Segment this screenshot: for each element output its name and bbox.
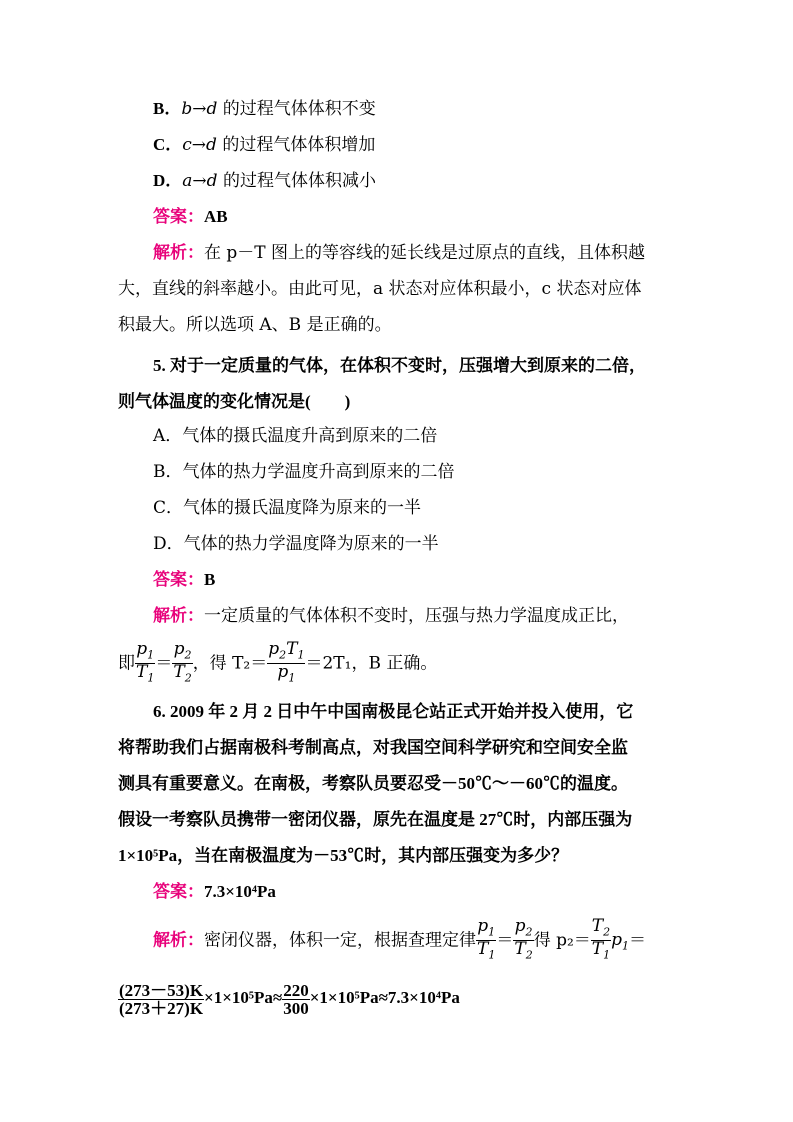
q5-option-d: D．气体的热力学温度降为原来的一半 <box>153 534 439 554</box>
q5-answer: 答案：B <box>153 570 216 590</box>
q6-answer: 答案：7.3×10⁴Pa <box>153 882 276 902</box>
fraction-p2-over-t2: $\frac{p_2}{T_2}$ <box>173 639 192 685</box>
fraction-t2-over-t1: $\frac{T_2}{T_1}$ <box>591 916 611 962</box>
fraction-p2t1-over-p1: $\frac{p_2T_1}{p_1}$ <box>268 639 305 685</box>
q5-option-c: C．气体的摄氏温度降为原来的一半 <box>153 498 422 518</box>
q4-analysis-line3: 积最大。所以选项 A、B 是正确的。 <box>118 315 392 335</box>
q5-analysis: 解析：一定质量的气体体积不变时，压强与热力学温度成正比， <box>153 606 629 626</box>
fraction-220-over-300: $\frac{220}{300}$ <box>283 980 309 1018</box>
q5-analysis-formula: 即 $\frac{p_1}{T_1}$ ＝ $\frac{p_2}{T_2}$ ，得 T₂＝ $\frac{p_2T_1}{p_1}$ ＝2T₁，B 正确。 <box>118 639 438 685</box>
fraction-p1-over-t1: $\frac{p_1}{T_1}$ <box>136 639 155 685</box>
fraction-temperature-ratio: $\frac{(273-53)K}{(273+27)K}$ <box>119 980 204 1018</box>
q6-analysis: 解析：密闭仪器，体积一定，根据查理定律 $\frac{p_1}{T_1}$ ＝ $\frac{p_2}{T_2}$ 得 p₂＝ $\frac{T_2}{T_1}$ $p_1=$ <box>153 916 647 962</box>
q6-stem-line3: 测具有重要意义。在南极，考察队员要忍受－50℃～－60℃的温度。 <box>118 774 628 793</box>
q6-stem: 6. 2009 年 2 月 2 日中午中国南极昆仑站正式开始并投入使用，它 <box>153 702 634 721</box>
q4-option-b: B．b→d 的过程气体体积不变 <box>153 99 376 119</box>
q6-calculation: $\frac{(273-53)K}{(273+27)K}$ ×1×10⁵Pa≈ $\frac{220}{300}$ ×1×10⁵Pa≈7.3×10⁴Pa <box>119 980 460 1018</box>
q4-option-c: C．c→d 的过程气体体积增加 <box>153 135 376 155</box>
q6-stem-line2: 将帮助我们占据南极科考制高点，对我国空间科学研究和空间安全监 <box>118 738 628 757</box>
q6-stem-line5: 1×10⁵Pa，当在南极温度为－53℃时，其内部压强变为多少？ <box>118 846 569 865</box>
q5-stem-line2: 则气体温度的变化情况是( ) <box>118 392 351 411</box>
q5-option-a: A．气体的摄氏温度升高到原来的二倍 <box>153 426 438 446</box>
q4-analysis: 解析：在 p－T 图上的等容线的延长线是过原点的直线，且体积越 <box>153 243 646 263</box>
q5-option-b: B．气体的热力学温度升高到原来的二倍 <box>153 462 455 482</box>
fraction-p2-over-t2: $\frac{p_2}{T_2}$ <box>514 916 533 962</box>
q5-stem: 5. 对于一定质量的气体，在体积不变时，压强增大到原来的二倍， <box>153 356 646 375</box>
q4-option-d: D．a→d 的过程气体体积减小 <box>153 171 376 191</box>
q6-stem-line4: 假设一考察队员携带一密闭仪器，原先在温度是 27℃时，内部压强为 <box>118 810 633 829</box>
q4-analysis-line2: 大，直线的斜率越小。由此可见，a 状态对应体积最小，c 状态对应体 <box>118 279 642 299</box>
q4-answer: 答案：AB <box>153 207 228 227</box>
fraction-p1-over-t1: $\frac{p_1}{T_1}$ <box>477 916 496 962</box>
